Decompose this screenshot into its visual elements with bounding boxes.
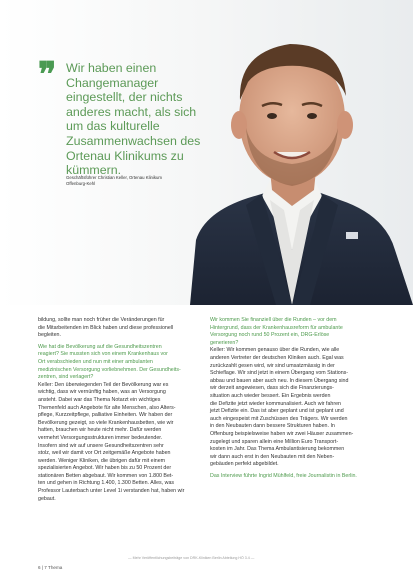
interview-question-line: Ort verabschieden und nun mit einer ambulanten <box>38 358 153 365</box>
pull-quote-line: eingestellt, der nichts <box>66 90 183 105</box>
article-text-line: in den Neubauten dann bessere Strukturen haben. In <box>210 423 335 430</box>
article-text-line: stationären Betten abgebaut. Wir kommen von 1.800 Bet- <box>38 472 174 479</box>
pull-quote-line: Changemanager <box>66 75 159 90</box>
article-text-line: pflege, Kurzzeitpflege, palliative Einheiten. Wir haben der <box>38 412 173 419</box>
pull-quote <box>66 61 216 178</box>
article-text-line: wir dann auch erst in den Neubauten mit den Neben- <box>210 453 335 460</box>
article-text-line: Schieflage. Wir sind jetzt in einem Übergang vom Stations- <box>210 370 349 377</box>
article-text-line: situation auch wieder bessert. Ein Ergebnis werden <box>210 392 331 399</box>
interview-question-line: reagiert? Sie mussten sich von einem Krankenhaus vor <box>38 351 168 358</box>
interview-question-line: Das Interview führte Ingrid Mühlfeld, freie Journalistin in Berlin. <box>210 472 357 479</box>
article-text-line: die Defizite jetzt wieder kommunalisiert. Auch wir fahren <box>210 400 342 407</box>
article-text-line: wichtig, dass wir vernünftig haben, was an Versorgung <box>38 389 166 396</box>
footer-note: — Mehr Veröffentlichungsbeiträge von DRK-Kliniken Berlin Abteilung HÖ 3.4 — <box>128 556 255 560</box>
interview-question-line: Wir kommen Sie finanziell über die Runden – vor dem <box>210 317 337 323</box>
article-text-line: die Mitarbeitenden im Blick haben und diese professionell <box>38 324 174 331</box>
article-text-line: Keller: Den überwiegenden Teil der Bevölkerung war es <box>38 381 169 388</box>
article-text-line: werden. Weniger Kliniken, die übrigen dafür mit einem <box>38 457 166 464</box>
article-column-left <box>38 317 222 503</box>
pull-quote-line: anderes macht, als sich <box>66 104 197 119</box>
article-text-line: spezialisierten Angebot. Wir haben bis zu 50 Prozent der <box>38 465 172 472</box>
article-text-line: jetzt Defizite ein. Das ist aber geplant und ist geplant und <box>210 408 344 415</box>
article-text-line: stolz, weil wir damit vor Ort zeitgemäße Angebote haben <box>38 450 171 457</box>
interview-question-line: generieren? <box>210 339 239 346</box>
caption-line: Offenburg-Kehl <box>66 181 96 186</box>
article-text-line: Insofern sind wir auf unsere Gesundheitszentren sehr <box>38 442 164 449</box>
pull-quote-line: Wir haben einen <box>66 61 157 75</box>
article-text-line: begleiten. <box>38 332 61 339</box>
article-text-line: ansteht. Dabei war das Thema Notarzt ein wichtiges <box>38 396 161 403</box>
article-column-right <box>210 317 394 480</box>
interview-question-line: Versorgung noch rund 50 Prozent ein, DRG-Erlöse <box>210 332 330 339</box>
article-text-line: hatten, brauchen wir heute nicht mehr. Dafür werden <box>38 427 162 434</box>
article-text-line: vermehrt Versorgungsstrukturen immer bedeutender. <box>38 434 163 441</box>
interview-question-line: zentren, sind verlagert? <box>38 374 94 381</box>
article-text-line: Offenburg beispielsweise haben wir zwei Häuser zusammen- <box>210 430 354 437</box>
article-text-line: abbau und bauen aber auch neu. In diesem Übergang sind <box>210 377 349 384</box>
article-text-line: wir derzeit angewiesen, dass sich die Finanzierungs- <box>210 385 334 392</box>
article-text-line: gebäuden perfekt abgebildet. <box>210 461 279 468</box>
article-text-line: auch eingespeist mit Zuschüssen des Trägers. Wir werden <box>210 415 348 422</box>
pull-quote-line: kümmern. <box>66 163 122 178</box>
article-text-line: bildung, sollte man noch früher die Veränderungen für <box>38 317 165 323</box>
page-number: 6 | 7 Thema <box>38 565 63 570</box>
article-text-line: Keller: Wir kommen genauso über die Runden, wie alle <box>210 347 340 354</box>
photo-caption <box>66 175 186 187</box>
article-text-line: zugelegt und sparen allein eine Million Euro Transport- <box>210 438 339 445</box>
interview-question-line: Wie hat die Bevölkerung auf die Gesundheitszentren <box>38 343 162 350</box>
article-text-line: Professor Lauterbach unter Level 1i verstanden hat, haben wir <box>38 488 185 495</box>
caption-line: Geschäftsführer Christian Keller, Ortenau Klinikum <box>66 175 163 180</box>
article-text-line: kosten im Jahr. Das Thema Ambulantisierung bekommen <box>210 446 345 453</box>
interview-question-line: medizinischen Versorgung vorliebnehmen. Der Gesundheits- <box>38 366 181 373</box>
article-text-line: anderen Vertreter der deutschen Kliniken auch. Egal was <box>210 354 344 361</box>
article-text-line: Themenfeld auch Angebote für alte Menschen, also Alters- <box>38 404 176 411</box>
quote-mark-icon: ❞ <box>38 55 55 95</box>
article-text-line: gebaut. <box>38 495 56 502</box>
pull-quote-line: um das kulturelle <box>66 119 160 134</box>
pull-quote-line: Ortenau Klinikums zu <box>66 148 184 163</box>
pull-quote-line: Zusammenwachsen des <box>66 133 201 148</box>
article-text-line: zurückzahlt gesen wird, wir sind umsatzmässig in der <box>210 362 335 369</box>
article-text-line: ten und gehen in Richtung 1.400, 1.300 Betten. Alles, was <box>38 480 175 487</box>
article-text-line: Bevölkerung gezeigt, so viele Krankenhausbetten, wie wir <box>38 419 174 426</box>
interview-question-line: Hintergrund, dass der Krankenhausreform für ambulante <box>210 324 343 331</box>
